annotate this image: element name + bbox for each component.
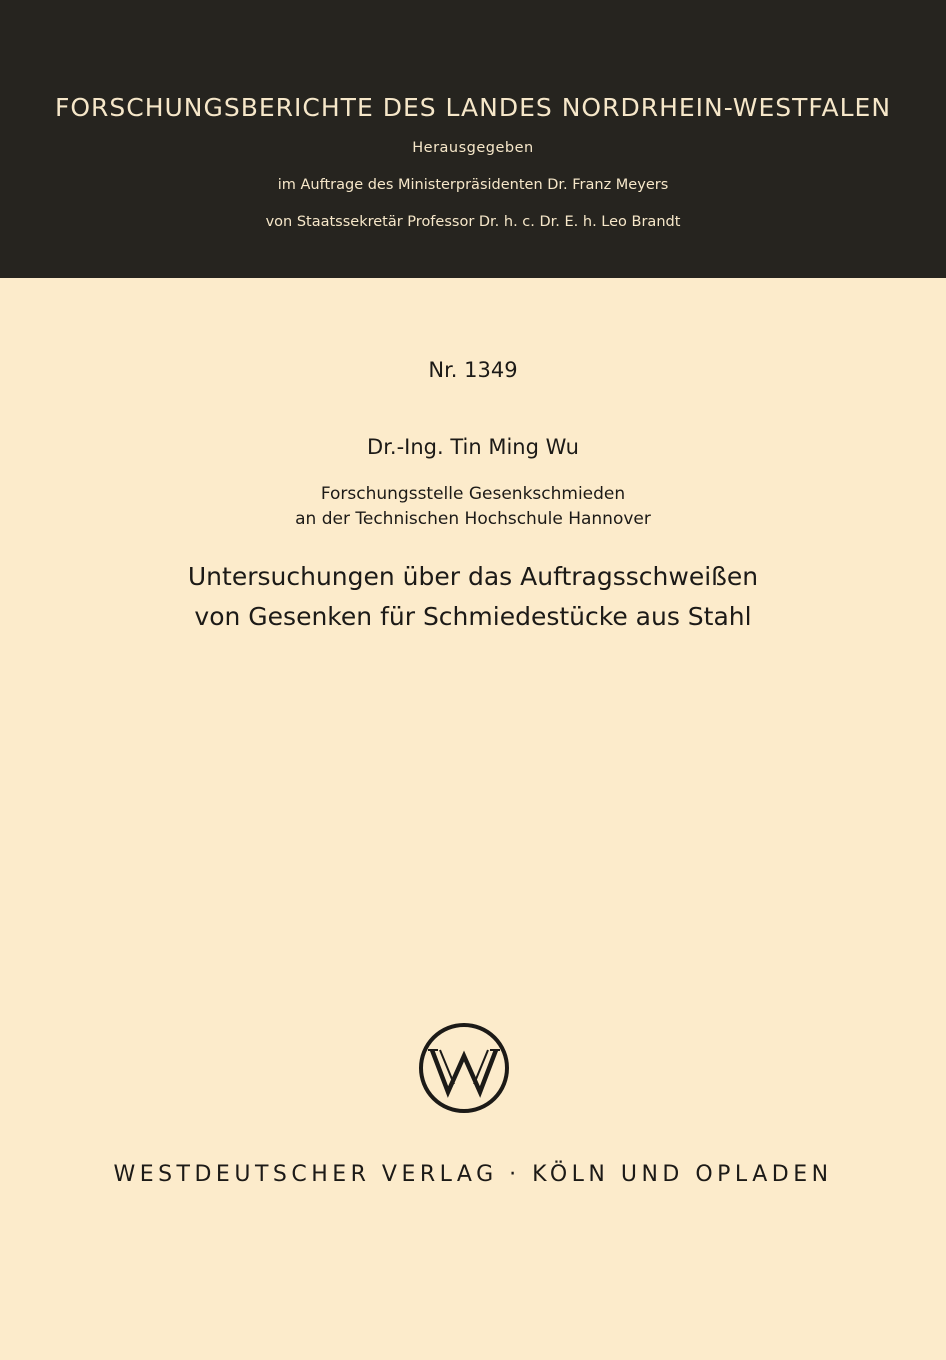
institution (0, 482, 946, 532)
author-name: Dr.-Ing. Tin Ming Wu (367, 435, 579, 459)
editor-label: Herausgegeben (412, 140, 534, 156)
institution-line-2: an der Technischen Hochschule Hannover (295, 509, 651, 529)
publisher-line: WESTDEUTSCHER VERLAG · KÖLN UND OPLADEN (113, 1162, 833, 1187)
publisher-logo-icon (418, 1022, 510, 1114)
book-title (0, 557, 946, 637)
series-title: FORSCHUNGSBERICHTE DES LANDES NORDRHEIN-WESTFALEN (54, 93, 892, 122)
book-title-line-1: Untersuchungen über das Auftragsschweißen (187, 562, 759, 591)
report-number: Nr. 1349 (428, 358, 518, 382)
institution-line-1: Forschungsstelle Gesenkschmieden (320, 484, 626, 504)
editor-line: von Staatssekretär Professor Dr. h. c. Dr. E. h. Leo Brandt (265, 214, 681, 230)
commission-line: im Auftrage des Ministerpräsidenten Dr. Franz Meyers (277, 177, 669, 193)
header-band (0, 0, 946, 278)
book-title-line-2: von Gesenken für Schmiedestücke aus Stahl (194, 602, 752, 631)
